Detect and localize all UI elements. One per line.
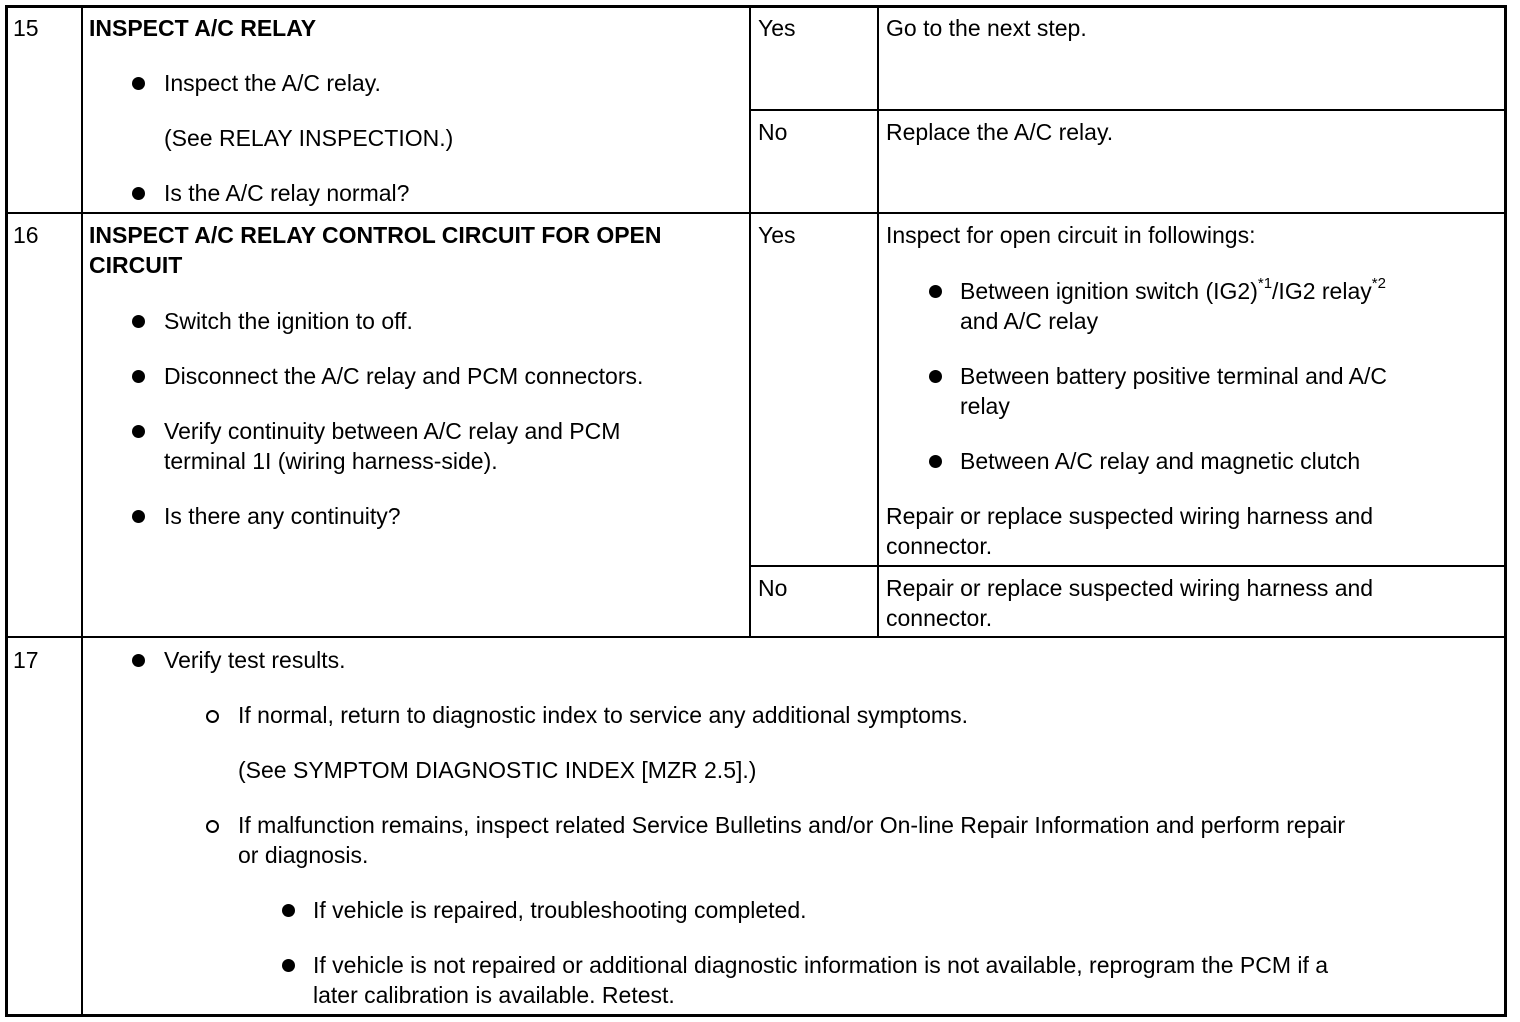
bullet-icon: [929, 285, 942, 298]
divider: [7, 636, 1505, 638]
action-item: Verify test results.: [164, 647, 346, 673]
bullet-icon: [132, 77, 145, 90]
yes-intro: Inspect for open circuit in followings:: [886, 222, 1256, 248]
inspect-item: [960, 276, 1386, 306]
inspect-item-text: /IG2 relay: [1272, 278, 1372, 304]
reference-note: (See RELAY INSPECTION.): [164, 125, 454, 151]
divider: [751, 565, 1505, 567]
bullet-icon: [132, 370, 145, 383]
bullet-icon: [282, 959, 295, 972]
divider: [7, 212, 1505, 214]
divider: [877, 7, 879, 637]
step-title: INSPECT A/C RELAY: [89, 15, 317, 41]
step-number: 16: [13, 222, 39, 248]
divider: [81, 7, 83, 1015]
sub-action-item: If normal, return to diagnostic index to service any additional symptoms.: [238, 702, 968, 728]
no-result: Repair or replace suspected wiring harness and: [886, 575, 1374, 601]
inspect-item-text: Between ignition switch (IG2): [960, 278, 1258, 304]
bullet-icon: [132, 510, 145, 523]
action-item: Is the A/C relay normal?: [164, 180, 410, 206]
bullet-icon: [132, 425, 145, 438]
action-item: Is there any continuity?: [164, 503, 401, 529]
footnote-mark: *2: [1371, 275, 1386, 293]
action-item: terminal 1I (wiring harness-side).: [164, 448, 498, 474]
step-title: CIRCUIT: [89, 252, 183, 278]
action-item: Disconnect the A/C relay and PCM connectors.: [164, 363, 644, 389]
action-item: Verify continuity between A/C relay and PCM: [164, 418, 621, 444]
sub-action-item: or diagnosis.: [238, 842, 369, 868]
step-number: 17: [13, 647, 39, 673]
divider: [749, 7, 751, 637]
action-item: Switch the ignition to off.: [164, 308, 413, 334]
inspect-item: and A/C relay: [960, 308, 1099, 334]
bullet-icon: [282, 904, 295, 917]
sub-action-item: If malfunction remains, inspect related Service Bulletins and/or On-line Repair Information and perform repair: [238, 812, 1346, 838]
bullet-icon: [929, 370, 942, 383]
yes-label: Yes: [758, 15, 796, 41]
no-result: connector.: [886, 605, 993, 631]
footnote-mark: *1: [1257, 275, 1273, 293]
no-label: No: [758, 119, 788, 145]
bullet-icon: [132, 654, 145, 667]
divider: [751, 109, 1505, 111]
bullet-icon: [929, 455, 942, 468]
inspect-item: Between A/C relay and magnetic clutch: [960, 448, 1361, 474]
step-title: INSPECT A/C RELAY CONTROL CIRCUIT FOR OPEN: [89, 222, 662, 248]
sub-sub-action-item: If vehicle is repaired, troubleshooting completed.: [313, 897, 807, 923]
reference-note: (See SYMPTOM DIAGNOSTIC INDEX [MZR 2.5].): [238, 757, 757, 783]
inspect-item: relay: [960, 393, 1010, 419]
yes-result: connector.: [886, 533, 993, 559]
sub-sub-action-item: later calibration is available. Retest.: [313, 982, 675, 1008]
yes-result: Repair or replace suspected wiring harness and: [886, 503, 1374, 529]
no-label: No: [758, 575, 788, 601]
sub-sub-action-item: If vehicle is not repaired or additional diagnostic information is not available, reprogram the PCM if a: [313, 952, 1329, 978]
action-item: Inspect the A/C relay.: [164, 70, 381, 96]
circle-bullet-icon: [206, 820, 219, 833]
bullet-icon: [132, 315, 145, 328]
no-result: Replace the A/C relay.: [886, 119, 1114, 145]
yes-result: Go to the next step.: [886, 15, 1087, 41]
circle-bullet-icon: [206, 710, 219, 723]
step-number: 15: [13, 15, 39, 41]
inspect-item: Between battery positive terminal and A/C: [960, 363, 1388, 389]
bullet-icon: [132, 187, 145, 200]
yes-label: Yes: [758, 222, 796, 248]
